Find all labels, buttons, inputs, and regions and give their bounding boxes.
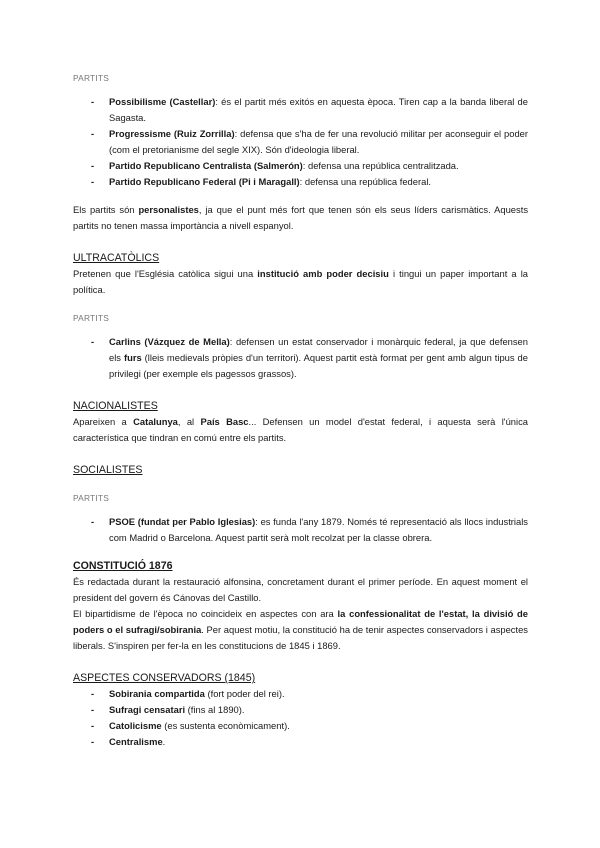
item-text: : és el partit més exitós en aquesta època. Tiren cap a la banda liberal de Sagasta.	[109, 96, 528, 123]
bold-run: la confessionalitat de l'estat, la divisió de poders o el sufragi/sobirania	[73, 608, 528, 635]
text-run: Apareixen a	[73, 416, 134, 427]
item-text: (es sustenta econòmicament).	[161, 720, 290, 731]
item-text: : defensa una república centralitzada.	[302, 160, 459, 171]
item-bold: Sobirania compartida	[109, 688, 205, 699]
paragraph: És redactada durant la restauració alfonsina, concretament durant el primer període. En aquest moment el president del govern és Cánovas del Castillo.	[73, 576, 528, 603]
list-item	[73, 174, 528, 190]
aspects-list	[73, 686, 528, 750]
list-item	[73, 718, 528, 734]
party-list	[73, 514, 528, 546]
item-bold: Partido Republicano Federal (Pi i Maragall)	[109, 176, 300, 187]
section-heading: ASPECTES CONSERVADORS (1845)	[73, 672, 256, 684]
item-text: (lleis medievals pròpies d'un territori). Aquest partit està format per gent amb algun tipus de privilegi (per exemple els pagessos grassos).	[109, 352, 528, 379]
section-heading: CONSTITUCIÓ 1876	[73, 560, 173, 572]
section-label: PARTITS	[73, 73, 109, 83]
text-run: , al	[177, 416, 201, 427]
item-text: (fins al 1890).	[185, 704, 245, 715]
bold-run: institució amb poder decisiu	[257, 268, 389, 279]
section-heading: ULTRACATÒLICS	[73, 252, 160, 264]
item-bold: Carlins (Vázquez de Mella)	[109, 336, 230, 347]
item-bold: Partido Republicano Centralista (Salmerón)	[109, 160, 303, 171]
item-bold: Centralisme	[109, 736, 163, 747]
party-list	[73, 334, 528, 382]
document-page	[73, 70, 528, 750]
paragraph	[73, 606, 528, 654]
list-item	[73, 702, 528, 718]
list-item	[73, 126, 528, 158]
bold-run: Catalunya	[133, 416, 178, 427]
text-run: i tingui un paper important a la política.	[73, 268, 529, 295]
item-bold: Possibilisme (Castellar)	[109, 96, 216, 107]
item-bold: furs	[123, 352, 142, 363]
list-item	[73, 158, 528, 174]
list-item	[73, 94, 528, 126]
item-bold: Sufragi censatari	[109, 704, 186, 715]
list-item	[73, 734, 528, 750]
paragraph	[73, 414, 528, 446]
text-run: El bipartidisme de l'època no coincideix en aspectes con ara	[73, 608, 338, 619]
section-label: PARTITS	[73, 493, 109, 503]
item-text: : defensa una república federal.	[299, 176, 432, 187]
paragraph	[73, 202, 528, 234]
list-item	[73, 334, 528, 382]
item-text: : defensen un estat conservador i monàrquic federal, ja que defensen els	[109, 336, 528, 363]
text-run: . Per aquest motiu, la constitució ha de tenir aspectes conservadors i aspectes liberals. S'inspiren per fer-la en les constitucions de 1845 i 1869.	[73, 624, 528, 651]
item-text: (fort poder del rei).	[204, 688, 285, 699]
text-run: ... Defensen un model d'estat federal, i aquesta serà l'única característica que tindran en comú entre els partits.	[73, 416, 528, 443]
list-item	[73, 686, 528, 702]
section-heading: SOCIALISTES	[73, 464, 143, 476]
item-bold: Progressisme (Ruiz Zorrilla)	[109, 128, 235, 139]
text-run: , ja que el punt més fort que tenen són els seus líders carismàtics. Aquests partits no tenen massa importància a nivell espanyol.	[73, 204, 529, 231]
text-run: Els partits són	[73, 204, 139, 215]
section-label: PARTITS	[73, 313, 109, 323]
item-bold: PSOE (fundat per Pablo Iglesias)	[109, 516, 256, 527]
item-text: : defensa que s'ha de fer una revolució militar per aconseguir el poder (com el pretorianisme del segle XIX). Són d'ideologia liberal.	[109, 128, 528, 155]
list-item	[73, 514, 528, 546]
section-heading: NACIONALISTES	[73, 400, 158, 412]
item-text: : es funda l'any 1879. Només té representació als llocs industrials com Madrid o Barcelona. Aquest partit serà molt recolzat per la classe obrera.	[109, 516, 528, 543]
bold-run: personalistes	[138, 204, 199, 215]
item-text: .	[162, 736, 166, 747]
bold-run: País Basc	[200, 416, 249, 427]
party-list	[73, 94, 528, 190]
paragraph	[73, 266, 528, 298]
item-bold: Catolicisme	[109, 720, 162, 731]
text-run: Pretenen que l'Església catòlica sigui una	[73, 268, 258, 279]
